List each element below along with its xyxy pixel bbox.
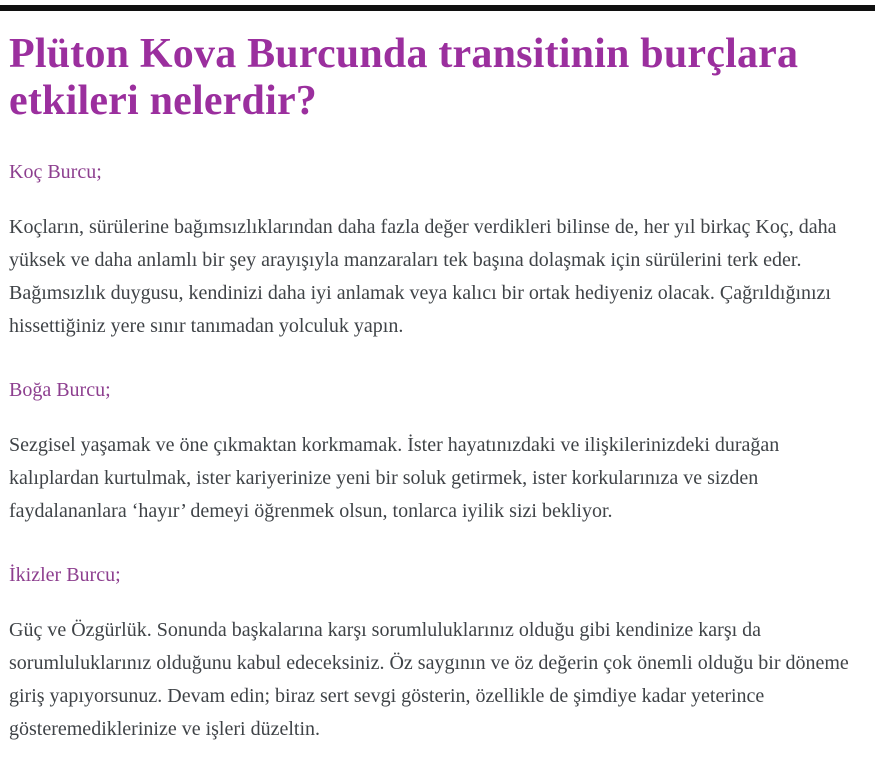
article-content: [0, 31, 875, 746]
section-boga: [9, 377, 859, 528]
section-body-ikizler: Güç ve Özgürlük. Sonunda başkalarına karşı sorumluluklarınız olduğu gibi kendinize karşı da sorumluluklarınız olduğunu kabul edeceksiniz. Öz saygının ve öz değerin çok önemli olduğu bir döneme giriş yapıyorsunuz. Devam edin; biraz sert sevgi gösterin, özellikle de şimdiye kadar yeterince gösteremediklerinize ve işleri düzeltin.: [9, 619, 849, 741]
section-body-boga: Sezgisel yaşamak ve öne çıkmaktan korkmamak. İster hayatınızdaki ve ilişkilerinizdeki durağan kalıplardan kurtulmak, ister kariyerinize yeni bir soluk getirmek, ister korkularınıza ve sizden faydalananlara ‘hayır’ demeyi öğrenmek olsun, tonlarca iyilik sizi bekliyor.: [9, 434, 780, 523]
section-koc: [9, 159, 859, 343]
top-divider-bar: [0, 5, 875, 11]
section-heading-boga: Boğa Burcu;: [9, 379, 111, 402]
section-ikizler: [9, 562, 859, 746]
section-body-koc: Koçların, sürülerine bağımsızlıklarından daha fazla değer verdikleri bilinse de, her yıl birkaç Koç, daha yüksek ve daha anlamlı bir şey arayışıyla manzaraları tek başına dolaşmak için sürülerini terk eder. Bağımsızlık duygusu, kendinizi daha iyi anlamak veya kalıcı bir ortak hediyeniz olacak. Çağrıldığınızı hissettiğiniz yere sınır tanımadan yolculuk yapın.: [9, 216, 837, 338]
section-heading-ikizler: İkizler Burcu;: [9, 564, 121, 587]
page-title: Plüton Kova Burcunda transitinin burçlara etkileri nelerdir?: [9, 31, 799, 125]
section-heading-koc: Koç Burcu;: [9, 161, 102, 184]
